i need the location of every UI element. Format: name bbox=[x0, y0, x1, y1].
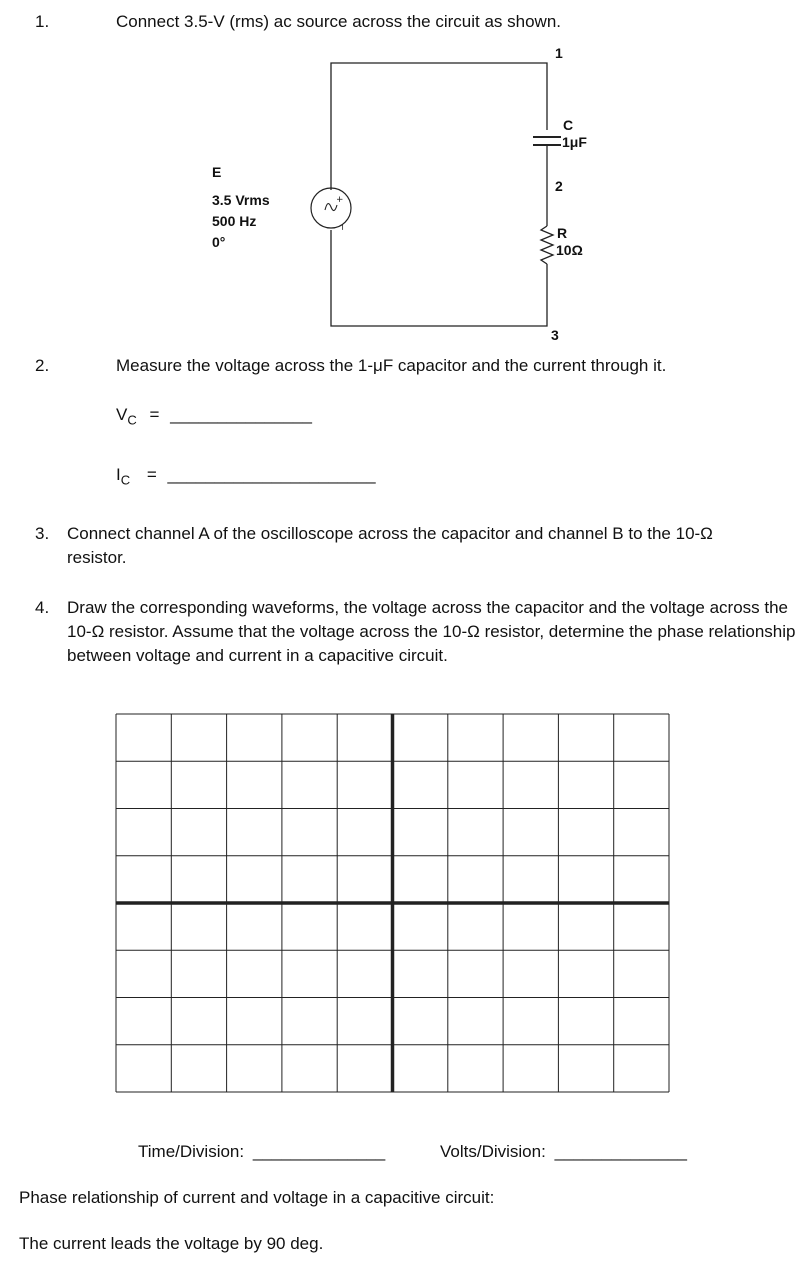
resistor-value: 10Ω bbox=[556, 242, 583, 258]
step-1-text: Connect 3.5-V (rms) ac source across the circuit as shown. bbox=[116, 12, 561, 31]
ic-field bbox=[116, 463, 376, 492]
ic-subscript: C bbox=[120, 472, 131, 488]
vc-blank[interactable]: _______________ bbox=[170, 405, 312, 424]
step-2-text: Measure the voltage across the 1-μF capacitor and the current through it. bbox=[116, 356, 667, 375]
source-frequency: 500 Hz bbox=[212, 213, 257, 229]
step-4-text: Draw the corresponding waveforms, the voltage across the capacitor and the voltage across the 10-Ω resistor. Assume that the voltage across the 10-Ω resistor, determine the phase relationship between voltage and current in a capacitive circuit. bbox=[67, 598, 796, 665]
vc-label: V bbox=[116, 405, 128, 424]
vc-subscript: C bbox=[127, 412, 137, 428]
source-voltage: 3.5 Vrms bbox=[212, 192, 270, 208]
ic-label: I bbox=[116, 465, 121, 484]
time-division-blank[interactable]: ______________ bbox=[252, 1142, 386, 1161]
node-1-label: 1 bbox=[555, 45, 563, 61]
ic-equals: = bbox=[146, 465, 157, 484]
source-name: E bbox=[212, 164, 222, 180]
step-2-number: 2. bbox=[35, 356, 50, 375]
capacitor-name: C bbox=[563, 117, 574, 133]
volts-division-label: Volts/Division: bbox=[440, 1142, 546, 1161]
phase-question: Phase relationship of current and voltage in a capacitive circuit: bbox=[19, 1188, 495, 1207]
ic-blank[interactable]: ______________________ bbox=[167, 465, 376, 484]
time-division-label: Time/Division: bbox=[138, 1142, 245, 1161]
step-4-number: 4. bbox=[35, 598, 50, 617]
svg-text:−: − bbox=[336, 224, 348, 231]
vc-equals: = bbox=[149, 405, 160, 424]
volts-division-field bbox=[440, 1140, 687, 1164]
capacitor-value: 1μF bbox=[562, 134, 587, 150]
resistor-name: R bbox=[557, 225, 568, 241]
step-3-number: 3. bbox=[35, 524, 50, 543]
vc-field bbox=[116, 403, 312, 432]
circuit-diagram bbox=[0, 0, 806, 345]
step-1-number: 1. bbox=[35, 12, 50, 31]
node-2-label: 2 bbox=[555, 178, 563, 194]
time-division-field bbox=[138, 1140, 385, 1164]
phase-answer: The current leads the voltage by 90 deg. bbox=[19, 1234, 324, 1253]
source-phase: 0° bbox=[212, 234, 226, 250]
volts-division-blank[interactable]: ______________ bbox=[554, 1142, 687, 1161]
svg-text:+: + bbox=[333, 196, 345, 203]
step-3-text: Connect channel A of the oscilloscope across the capacitor and channel B to the 10-Ω resistor. bbox=[67, 524, 713, 567]
node-3-label: 3 bbox=[551, 327, 559, 343]
